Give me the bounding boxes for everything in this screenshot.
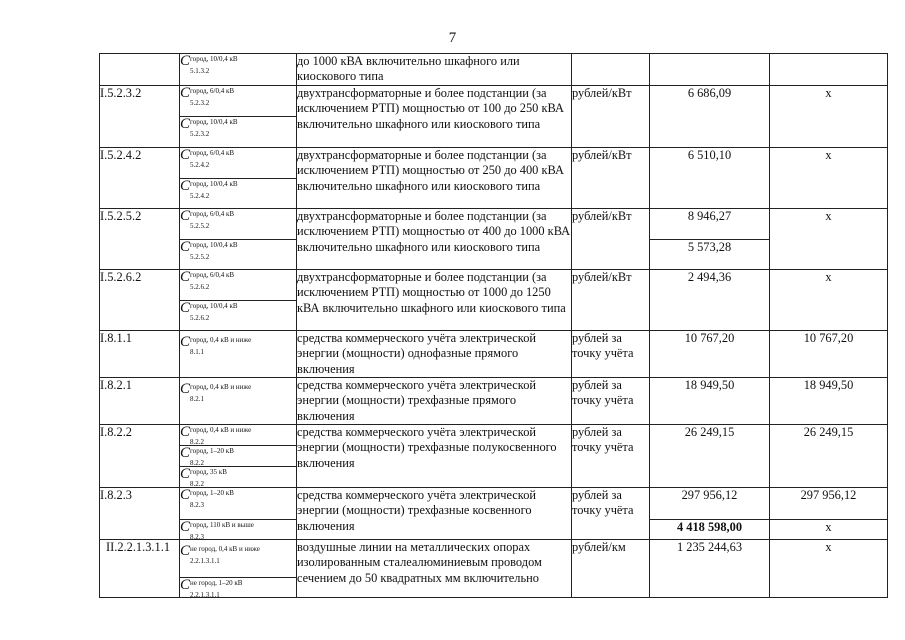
tariff-symbol: C город, 35 кВ 8.2.2	[180, 467, 297, 488]
row-value-2: 10 767,20	[770, 331, 888, 378]
table-row	[100, 148, 888, 179]
row-unit: рублей за точку учёта	[572, 378, 650, 425]
row-value-1: 6 686,09	[650, 86, 770, 148]
tariff-symbol: C город, 6/0,4 кВ 5.2.5.2	[180, 209, 297, 240]
row-description: средства коммерческого учёта электрической энергии (мощности) трехфазные полукосвенного включения	[297, 425, 572, 488]
row-code	[100, 54, 180, 86]
table-row	[100, 540, 888, 578]
tariff-table	[99, 53, 888, 598]
tariff-symbol: C город, 6/0,4 кВ 5.2.6.2	[180, 270, 297, 301]
page-number: 7	[448, 30, 457, 46]
table-row	[100, 488, 888, 520]
tariff-symbol: C не город, 1–20 кВ 2.2.1.3.1.1	[180, 578, 297, 598]
tariff-symbol: C город, 1–20 кВ 8.2.3	[180, 488, 297, 520]
row-value-2: x	[770, 270, 888, 331]
table-row	[100, 54, 888, 86]
row-code: II.2.2.1.3.1.1	[100, 540, 180, 598]
row-code: I.5.2.4.2	[100, 148, 180, 209]
table-row	[100, 209, 888, 240]
row-code: I.5.2.5.2	[100, 209, 180, 270]
table-row	[100, 270, 888, 301]
tariff-symbol: C город, 0,4 кВ и ниже 8.2.1	[180, 378, 297, 425]
table-row	[100, 331, 888, 378]
row-code: I.8.2.3	[100, 488, 180, 540]
tariff-symbol: C город, 10/0,4 кВ 5.2.3.2	[180, 117, 297, 148]
tariff-symbol: C город, 0,4 кВ и ниже 8.1.1	[180, 331, 297, 378]
row-code: I.5.2.3.2	[100, 86, 180, 148]
row-value-1: 1 235 244,63	[650, 540, 770, 598]
tariff-symbol: C город, 6/0,4 кВ 5.2.4.2	[180, 148, 297, 179]
row-description: до 1000 кВА включительно шкафного или киоскового типа	[297, 54, 572, 86]
tariff-symbol: C город, 10/0,4 кВ 5.2.4.2	[180, 179, 297, 209]
row-code: I.8.2.1	[100, 378, 180, 425]
row-value-1: 8 946,27	[650, 209, 770, 240]
row-value-2	[770, 54, 888, 86]
row-unit: рублей за точку учёта	[572, 331, 650, 378]
row-description: двухтрансформаторные и более подстанции (за исключением РТП) мощностью от 1000 до 1250 кВА включительно шкафного или киоскового типа	[297, 270, 572, 331]
table-row	[100, 378, 888, 425]
row-value-1b: 4 418 598,00	[650, 520, 770, 540]
row-code: I.5.2.6.2	[100, 270, 180, 331]
row-value-2: 297 956,12	[770, 488, 888, 520]
row-description: средства коммерческого учёта электрической энергии (мощности) однофазные прямого включения	[297, 331, 572, 378]
row-value-1: 18 949,50	[650, 378, 770, 425]
tariff-symbol: C город, 0,4 кВ и ниже 8.2.2	[180, 425, 297, 446]
row-value-1: 6 510,10	[650, 148, 770, 209]
row-description: средства коммерческого учёта электрической энергии (мощности) трехфазные прямого включения	[297, 378, 572, 425]
row-unit: рублей/кВт	[572, 86, 650, 148]
row-unit: рублей/км	[572, 540, 650, 598]
row-value-2b: x	[770, 520, 888, 540]
row-value-2: x	[770, 540, 888, 598]
row-description: воздушные линии на металлических опорах изолированным сталеалюминиевым проводом сечением до 50 квадратных мм включительно	[297, 540, 572, 598]
row-code: I.8.1.1	[100, 331, 180, 378]
tariff-symbol: C город, 10/0,4 кВ 5.2.6.2	[180, 301, 297, 331]
tariff-symbol: C город, 110 кВ и выше 8.2.3	[180, 520, 297, 540]
row-description: двухтрансформаторные и более подстанции (за исключением РТП) мощностью от 250 до 400 кВА включительно шкафного или киоскового типа	[297, 148, 572, 209]
row-value-1: 10 767,20	[650, 331, 770, 378]
table-row	[100, 86, 888, 117]
row-value-2: x	[770, 148, 888, 209]
row-description: средства коммерческого учёта электрической энергии (мощности) трехфазные косвенного включения	[297, 488, 572, 540]
tariff-symbol: C город, 1–20 кВ 8.2.2	[180, 446, 297, 467]
row-unit: рублей/кВт	[572, 209, 650, 270]
row-unit: рублей за точку учёта	[572, 425, 650, 488]
row-value-2: 18 949,50	[770, 378, 888, 425]
row-value-1: 2 494,36	[650, 270, 770, 331]
row-value-1	[650, 54, 770, 86]
row-description: двухтрансформаторные и более подстанции (за исключением РТП) мощностью от 400 до 1000 кВА включительно шкафного или киоскового типа	[297, 209, 572, 270]
row-value-2: x	[770, 86, 888, 148]
row-value-1: 26 249,15	[650, 425, 770, 488]
row-unit: рублей/кВт	[572, 148, 650, 209]
row-unit: рублей за точку учёта	[572, 488, 650, 540]
tariff-symbol: C город, 6/0,4 кВ 5.2.3.2	[180, 86, 297, 117]
table-row	[100, 425, 888, 446]
row-code: I.8.2.2	[100, 425, 180, 488]
row-description: двухтрансформаторные и более подстанции (за исключением РТП) мощностью от 100 до 250 кВА включительно шкафного или киоскового типа	[297, 86, 572, 148]
row-unit	[572, 54, 650, 86]
row-value-1b: 5 573,28	[650, 240, 770, 270]
row-unit: рублей/кВт	[572, 270, 650, 331]
row-value-1: 297 956,12	[650, 488, 770, 520]
tariff-symbol: C не город, 0,4 кВ и ниже 2.2.1.3.1.1	[180, 540, 297, 578]
row-value-2: 26 249,15	[770, 425, 888, 488]
tariff-symbol: C город, 10/0,4 кВ 5.1.3.2	[180, 54, 297, 86]
tariff-symbol: C город, 10/0,4 кВ 5.2.5.2	[180, 240, 297, 270]
row-value-2: x	[770, 209, 888, 270]
